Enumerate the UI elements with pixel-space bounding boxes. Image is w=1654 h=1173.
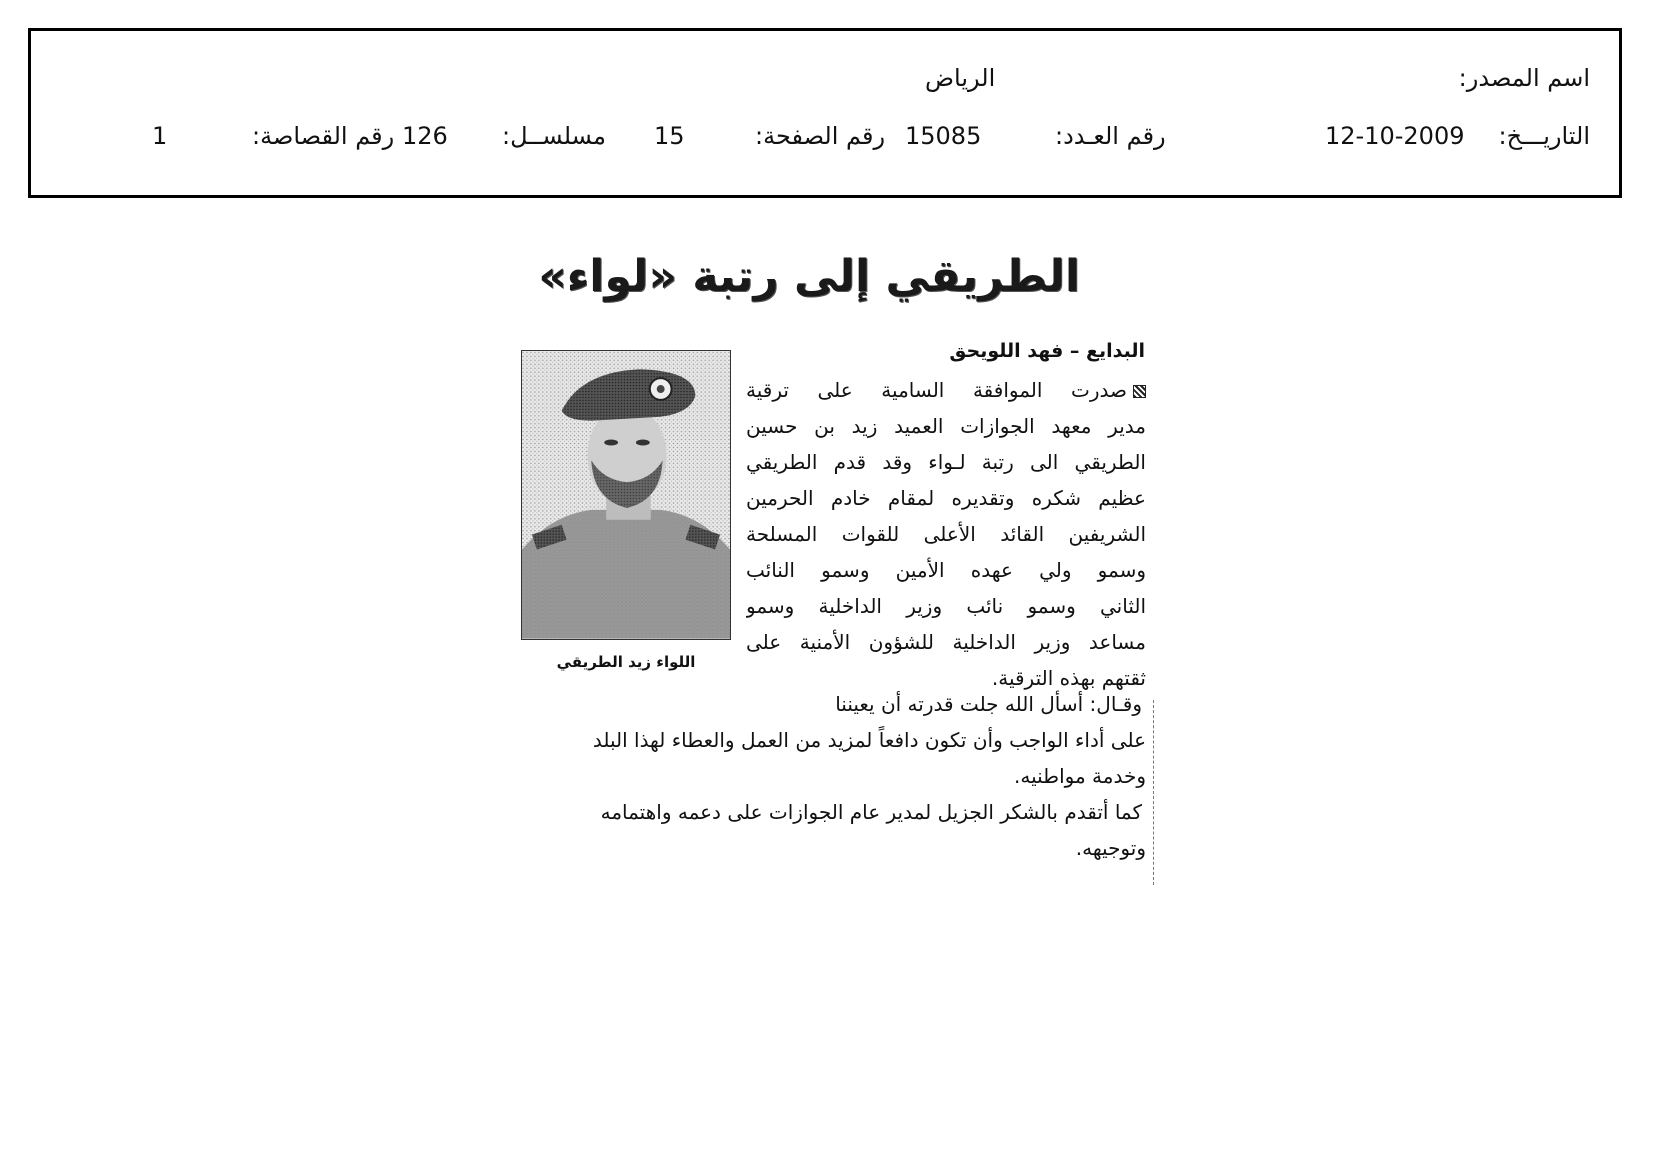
portrait-image xyxy=(522,351,730,639)
column-line: عظيم شكره وتقديره لمقام خادم الحرمين xyxy=(746,486,1146,510)
column-line: الطريقي الى رتبة لـواء وقد قدم الطريقي xyxy=(746,450,1146,474)
source-value: الرياض xyxy=(925,64,996,92)
page-value: 15 xyxy=(654,122,685,150)
clipping-header-box xyxy=(28,28,1622,198)
column-line-text: صدرت الموافقة السامية على ترقية xyxy=(746,378,1127,402)
source-label: اسم المصدر: xyxy=(1458,64,1590,92)
article-byline: البدايع – فهد اللويحق xyxy=(949,340,1145,362)
photo-caption: اللواء زيد الطريقي xyxy=(556,653,696,671)
bullet-square-icon xyxy=(1133,385,1146,398)
column-line: مساعد وزير الداخلية للشؤون الأمنية على xyxy=(746,630,1146,654)
issue-value: 15085 xyxy=(905,122,982,150)
paragraph-2-line-1: وقـال: أسأل الله جلت قدرته أن يعيننا xyxy=(835,692,1142,716)
issue-label: رقم العـدد: xyxy=(1055,122,1166,150)
serial-value: 126 xyxy=(402,122,448,150)
article-headline: الطريقي إلى رتبة «لواء» xyxy=(538,251,1080,302)
article-column xyxy=(746,372,1146,696)
date-value: 12-10-2009 xyxy=(1325,122,1465,150)
column-divider xyxy=(1153,700,1154,885)
column-line: الشريفين القائد الأعلى للقوات المسلحة xyxy=(746,522,1146,546)
portrait-photo xyxy=(521,350,731,640)
paragraph-2-line-3: وخدمة مواطنيه. xyxy=(1014,764,1146,788)
clipping-value: 1 xyxy=(152,122,168,150)
column-line: مدير معهد الجوازات العميد زيد بن حسين xyxy=(746,414,1146,438)
serial-label: مسلســل: xyxy=(502,122,606,150)
paragraph-2-line-2: على أداء الواجب وأن تكون دافعاً لمزيد من العمل والعطاء لهذا البلد xyxy=(592,728,1146,752)
column-line xyxy=(746,372,1146,408)
column-line: وسمو ولي عهده الأمين وسمو النائب xyxy=(746,558,1146,582)
column-line: ثقتهم بهذه الترقية. xyxy=(991,666,1146,690)
column-line: الثاني وسمو نائب وزير الداخلية وسمو xyxy=(746,594,1146,618)
clipping-label: رقم القصاصة: xyxy=(252,122,395,150)
date-label: التاريـــخ: xyxy=(1498,122,1590,150)
paragraph-3-line-2: وتوجيهه. xyxy=(1075,836,1146,860)
paragraph-3-line-1: كما أتقدم بالشكر الجزيل لمدير عام الجوازات على دعمه واهتمامه xyxy=(600,800,1142,824)
page-label: رقم الصفحة: xyxy=(755,122,886,150)
